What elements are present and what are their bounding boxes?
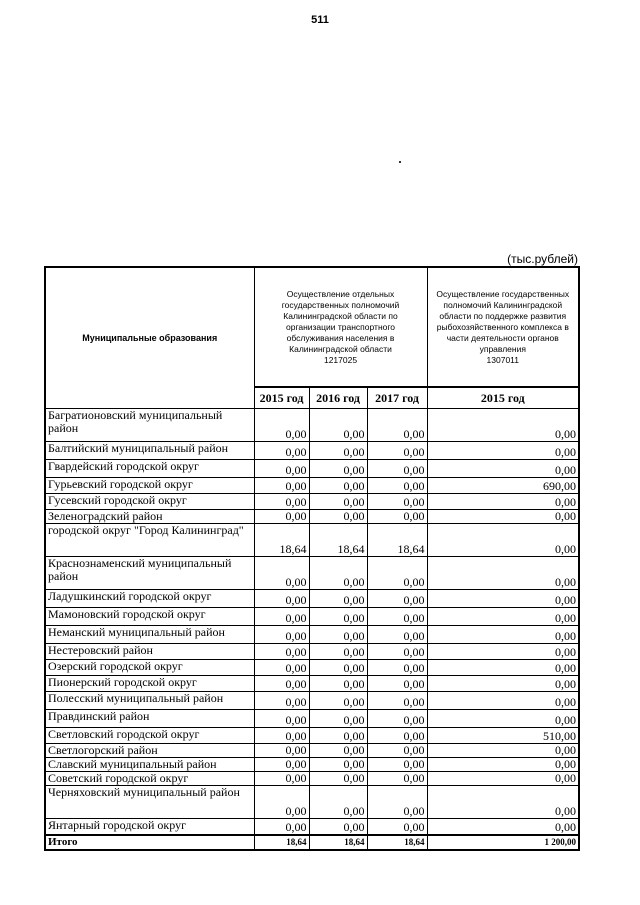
- amount-cell: 0,00: [309, 744, 367, 758]
- table-row: [45, 557, 579, 590]
- amount-cell: 0,00: [427, 660, 579, 676]
- amount-cell: 0,00: [309, 460, 367, 478]
- amount-cell: 0,00: [427, 608, 579, 626]
- amount-cell: 0,00: [254, 644, 309, 660]
- amount-cell: 0,00: [367, 819, 427, 835]
- amount-cell: 18,64: [254, 524, 309, 557]
- amount-cell: 0,00: [309, 409, 367, 442]
- amount-cell: 0,00: [367, 644, 427, 660]
- amount-cell: 0,00: [427, 744, 579, 758]
- table-row: [45, 676, 579, 692]
- municipality-name: Черняховский муниципальный район: [45, 786, 254, 819]
- total-value: 1 200,00: [427, 835, 579, 850]
- amount-cell: 0,00: [367, 460, 427, 478]
- amount-cell: 0,00: [367, 786, 427, 819]
- table-row: [45, 819, 579, 835]
- header-code: 1217025: [323, 354, 358, 365]
- amount-cell: 0,00: [427, 676, 579, 692]
- municipality-name: городской округ "Город Калининград": [45, 524, 254, 557]
- amount-cell: 0,00: [254, 557, 309, 590]
- amount-cell: 0,00: [254, 460, 309, 478]
- year-header: 2015 год: [427, 387, 579, 409]
- amount-cell: 0,00: [427, 510, 579, 524]
- table-row: [45, 660, 579, 676]
- municipality-name: Полесский муниципальный район: [45, 692, 254, 710]
- amount-cell: 0,00: [367, 744, 427, 758]
- header-line: управления: [479, 343, 526, 354]
- header-line: обслуживания населения в: [286, 332, 395, 343]
- amount-cell: 0,00: [427, 644, 579, 660]
- municipality-name: Озерский городской округ: [45, 660, 254, 676]
- amount-cell: 0,00: [367, 590, 427, 608]
- amount-cell: 510,00: [427, 728, 579, 744]
- amount-cell: 0,00: [254, 442, 309, 460]
- amount-cell: 0,00: [309, 819, 367, 835]
- municipality-name: Светлогорский район: [45, 744, 254, 758]
- amount-cell: 0,00: [309, 710, 367, 728]
- amount-cell: 0,00: [309, 494, 367, 510]
- amount-cell: 0,00: [309, 772, 367, 786]
- table-row: [45, 478, 579, 494]
- header-line: Осуществление отдельных: [286, 288, 395, 299]
- amount-cell: 0,00: [309, 590, 367, 608]
- transport-subvention-header: [254, 267, 427, 387]
- amount-cell: 0,00: [309, 676, 367, 692]
- total-value: 18,64: [309, 835, 367, 850]
- amount-cell: 0,00: [254, 819, 309, 835]
- municipality-name: Советский городской округ: [45, 772, 254, 786]
- subvention-table: [44, 266, 580, 851]
- amount-cell: 0,00: [254, 772, 309, 786]
- header-line: Калининградской области: [289, 343, 392, 354]
- fishery-subvention-header: [427, 267, 579, 387]
- year-header: 2015 год: [254, 387, 309, 409]
- amount-cell: 0,00: [309, 786, 367, 819]
- municipality-name: Пионерский городской округ: [45, 676, 254, 692]
- municipality-name: Светловский городской округ: [45, 728, 254, 744]
- municipality-name: Мамоновский городской округ: [45, 608, 254, 626]
- amount-cell: 18,64: [309, 524, 367, 557]
- amount-cell: 0,00: [427, 786, 579, 819]
- municipality-name: Балтийский муниципальный район: [45, 442, 254, 460]
- municipality-name: Славский муниципальный район: [45, 758, 254, 772]
- amount-cell: 0,00: [427, 772, 579, 786]
- amount-cell: 0,00: [254, 692, 309, 710]
- amount-cell: 0,00: [367, 557, 427, 590]
- amount-cell: 0,00: [309, 692, 367, 710]
- amount-cell: 0,00: [254, 676, 309, 692]
- amount-cell: 0,00: [309, 758, 367, 772]
- table-row: [45, 524, 579, 557]
- header-line: части деятельности органов: [446, 332, 559, 343]
- amount-cell: 0,00: [367, 510, 427, 524]
- table-row: [45, 442, 579, 460]
- header-line: Калининградской области по: [283, 310, 398, 321]
- table-row: [45, 644, 579, 660]
- amount-cell: 0,00: [427, 626, 579, 644]
- amount-cell: 0,00: [427, 710, 579, 728]
- municipality-name: Гвардейский городской округ: [45, 460, 254, 478]
- municipality-name: Правдинский район: [45, 710, 254, 728]
- units-label: (тыс.рублей): [507, 252, 578, 266]
- municipality-name: Неманский муниципальный район: [45, 626, 254, 644]
- table-body: [45, 409, 579, 850]
- amount-cell: 0,00: [367, 676, 427, 692]
- amount-cell: 0,00: [427, 409, 579, 442]
- header-line: полномочий Калининградской: [443, 299, 563, 310]
- amount-cell: 0,00: [427, 590, 579, 608]
- amount-cell: 0,00: [367, 494, 427, 510]
- amount-cell: 0,00: [254, 608, 309, 626]
- amount-cell: 0,00: [367, 728, 427, 744]
- amount-cell: 0,00: [427, 557, 579, 590]
- amount-cell: 0,00: [254, 744, 309, 758]
- scan-speck: [399, 161, 401, 163]
- amount-cell: 690,00: [427, 478, 579, 494]
- municipality-name: Янтарный городской округ: [45, 819, 254, 835]
- total-value: 18,64: [254, 835, 309, 850]
- table-row: [45, 728, 579, 744]
- table-row: [45, 409, 579, 442]
- amount-cell: 0,00: [309, 728, 367, 744]
- amount-cell: 0,00: [427, 460, 579, 478]
- header-line: организации транспортного: [286, 321, 396, 332]
- municipality-name: Краснознаменский муниципальный район: [45, 557, 254, 590]
- amount-cell: 0,00: [427, 494, 579, 510]
- amount-cell: 0,00: [254, 590, 309, 608]
- amount-cell: 18,64: [367, 524, 427, 557]
- header-line: государственных полномочий: [281, 299, 400, 310]
- amount-cell: 0,00: [309, 608, 367, 626]
- amount-cell: 0,00: [254, 510, 309, 524]
- year-header: 2016 год: [309, 387, 367, 409]
- table-row: [45, 692, 579, 710]
- amount-cell: 0,00: [254, 494, 309, 510]
- amount-cell: 0,00: [254, 728, 309, 744]
- total-row: [45, 835, 579, 850]
- table-row: [45, 772, 579, 786]
- table-row: [45, 710, 579, 728]
- table-row: [45, 590, 579, 608]
- amount-cell: 0,00: [309, 442, 367, 460]
- amount-cell: 0,00: [367, 608, 427, 626]
- table-row: [45, 510, 579, 524]
- amount-cell: 0,00: [367, 626, 427, 644]
- amount-cell: 0,00: [254, 710, 309, 728]
- amount-cell: 0,00: [427, 524, 579, 557]
- amount-cell: 0,00: [309, 557, 367, 590]
- total-value: 18,64: [367, 835, 427, 850]
- amount-cell: 0,00: [367, 710, 427, 728]
- amount-cell: 0,00: [427, 442, 579, 460]
- total-label: Итого: [45, 835, 254, 850]
- amount-cell: 0,00: [309, 510, 367, 524]
- municipality-column-header: Муниципальные образования: [45, 267, 254, 409]
- table-row: [45, 626, 579, 644]
- table-row: [45, 786, 579, 819]
- municipality-name: Гусевский городской округ: [45, 494, 254, 510]
- page-number: 511: [311, 14, 329, 26]
- amount-cell: 0,00: [309, 626, 367, 644]
- amount-cell: 0,00: [427, 692, 579, 710]
- table-row: [45, 460, 579, 478]
- amount-cell: 0,00: [427, 758, 579, 772]
- table-row: [45, 758, 579, 772]
- amount-cell: 0,00: [309, 478, 367, 494]
- amount-cell: 0,00: [254, 626, 309, 644]
- amount-cell: 0,00: [309, 660, 367, 676]
- amount-cell: 0,00: [254, 660, 309, 676]
- table-row: [45, 608, 579, 626]
- amount-cell: 0,00: [254, 409, 309, 442]
- header-line: Осуществление государственных: [436, 288, 570, 299]
- amount-cell: 0,00: [427, 819, 579, 835]
- amount-cell: 0,00: [367, 409, 427, 442]
- year-header: 2017 год: [367, 387, 427, 409]
- amount-cell: 0,00: [254, 478, 309, 494]
- amount-cell: 0,00: [367, 660, 427, 676]
- header-code: 1307011: [486, 354, 520, 365]
- municipality-name: Багратионовский муниципальный район: [45, 409, 254, 442]
- amount-cell: 0,00: [367, 758, 427, 772]
- amount-cell: 0,00: [367, 692, 427, 710]
- amount-cell: 0,00: [367, 478, 427, 494]
- amount-cell: 0,00: [309, 644, 367, 660]
- table-row: [45, 494, 579, 510]
- header-line: области по поддержке развития: [439, 310, 567, 321]
- municipality-name: Ладушкинский городской округ: [45, 590, 254, 608]
- amount-cell: 0,00: [254, 786, 309, 819]
- municipality-name: Зеленоградский район: [45, 510, 254, 524]
- table-row: [45, 744, 579, 758]
- header-line: рыбохозяйственного комплекса в: [436, 321, 569, 332]
- municipality-name: Нестеровский район: [45, 644, 254, 660]
- municipality-name: Гурьевский городской округ: [45, 478, 254, 494]
- amount-cell: 0,00: [367, 442, 427, 460]
- amount-cell: 0,00: [254, 758, 309, 772]
- amount-cell: 0,00: [367, 772, 427, 786]
